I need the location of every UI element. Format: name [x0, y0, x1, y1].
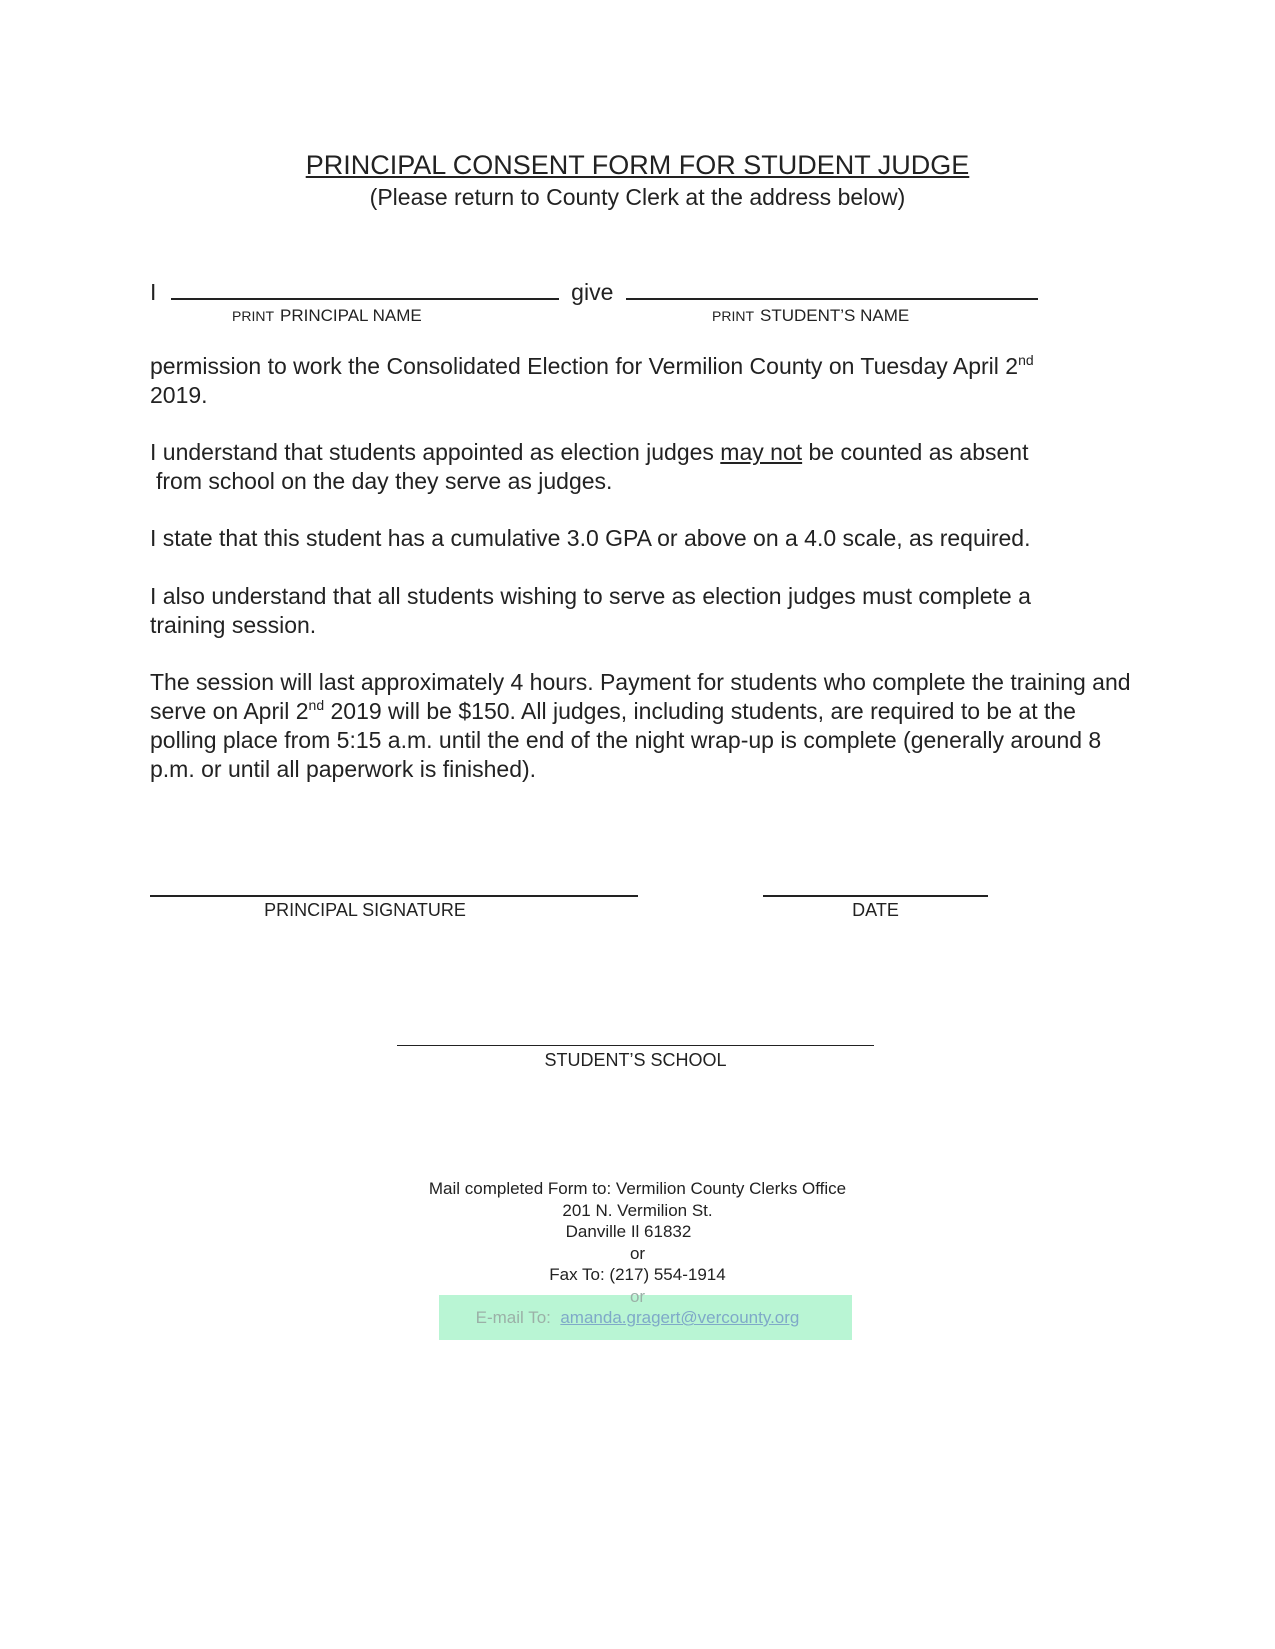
mail-or-2: or [629, 1286, 646, 1306]
absence-paragraph: I understand that students appointed as election judges may not be counted as absent from school on the day they serve as judges. [150, 439, 1029, 494]
session-paragraph: The session will last approximately 4 hours. Payment for students who complete the training and serve on April 2nd 2019 will be $150. All judges, including students, are required to be at the polling place from 5:15 a.m. until the end of the night wrap-up is complete (generally around 8 p.m. or until all paperwork is finished). [150, 669, 1131, 782]
consent-give-text: give [571, 279, 614, 305]
student-school-label: STUDENT’S SCHOOL [544, 1050, 727, 1070]
email-label: E-mail To: [475, 1308, 551, 1327]
may-not-emphasis: may not [720, 439, 803, 465]
mail-street-line: 201 N. Vermilion St. [562, 1200, 713, 1220]
mail-instructions [0, 1178, 1275, 1329]
principal-signature-line[interactable] [150, 895, 638, 897]
principal-name-blank[interactable] [171, 276, 559, 300]
student-name-blank[interactable] [626, 276, 1038, 300]
fax-line: Fax To: (217) 554-1914 [549, 1265, 726, 1284]
student-name-caption: PRINT STUDENT’S NAME [712, 306, 910, 325]
principal-name-caption: PRINT PRINCIPAL NAME [232, 306, 422, 325]
principal-signature-label: PRINCIPAL SIGNATURE [264, 900, 466, 920]
gpa-paragraph: I state that this student has a cumulative 3.0 GPA or above on a 4.0 scale, as required. [150, 525, 1031, 551]
date-label: DATE [852, 900, 899, 920]
email-line [0, 1307, 1275, 1329]
form-title: PRINCIPAL CONSENT FORM FOR STUDENT JUDGE [305, 150, 970, 180]
form-subtitle: (Please return to County Clerk at the address below) [369, 184, 906, 210]
student-school-line[interactable] [397, 1045, 874, 1046]
date-line[interactable] [763, 895, 988, 897]
mail-city-line: Danville Il 61832 [565, 1222, 692, 1241]
mail-to-line: Mail completed Form to: Vermilion County Clerks Office [428, 1179, 847, 1198]
permission-paragraph: permission to work the Consolidated Election for Vermilion County on Tuesday April 2nd 2019. [150, 352, 1034, 408]
mail-or-1: or [629, 1243, 646, 1263]
consent-fill-row [150, 276, 1038, 306]
consent-lead-text: I [150, 279, 157, 305]
training-paragraph: I also understand that all students wishing to serve as election judges must complete a training session. [150, 583, 1031, 638]
email-link[interactable]: amanda.gragert@vercounty.org [560, 1308, 800, 1327]
